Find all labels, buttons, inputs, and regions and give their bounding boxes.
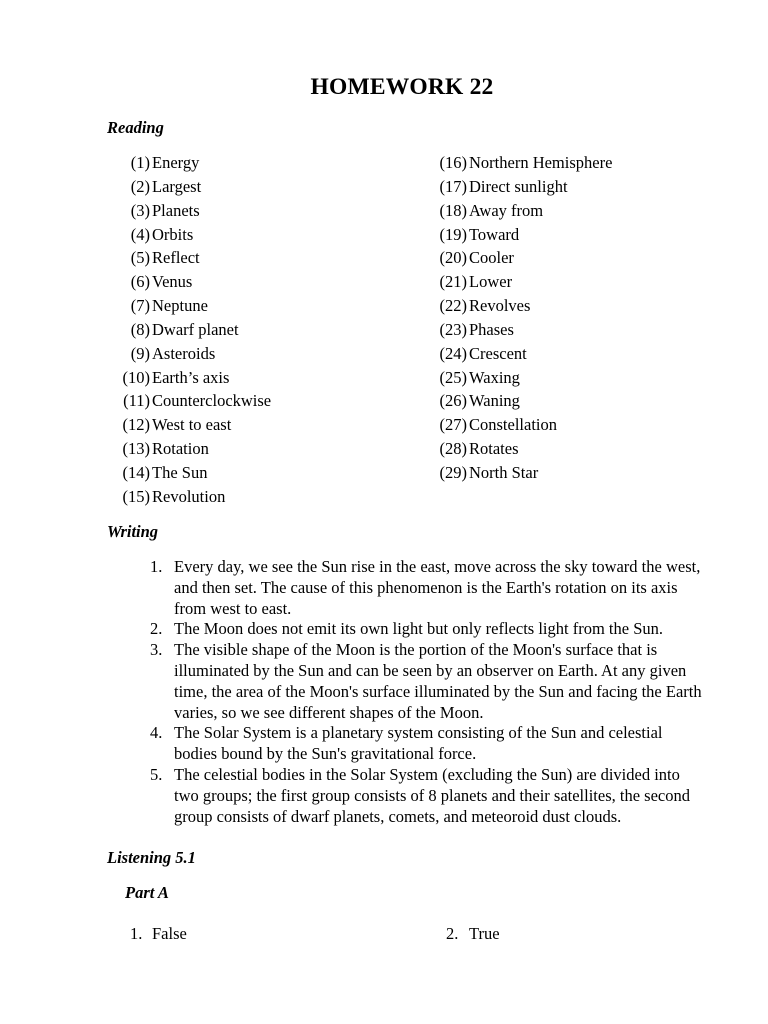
answer-text: Cooler — [469, 248, 514, 268]
answer-text: Venus — [152, 272, 193, 292]
answer-text: Lower — [469, 272, 513, 292]
answer-number: (6) — [130, 272, 150, 292]
reading-answer — [0, 200, 544, 224]
answer-number: (5) — [130, 248, 150, 268]
reading-answer — [0, 319, 514, 343]
answer-text: The Solar System is a planetary system consisting of the Sun and celestial bodies bound by the Sun's gravitational force. — [174, 723, 663, 764]
listening-heading: Listening 5.1 — [107, 848, 196, 867]
answer-number: (27) — [439, 415, 467, 435]
answer-text: Crescent — [469, 343, 527, 363]
reading-answer — [0, 486, 226, 510]
answer-number: (20) — [439, 248, 467, 268]
answer-text: Neptune — [152, 296, 208, 316]
answer-number: (26) — [439, 391, 467, 411]
answer-number: (28) — [439, 439, 467, 459]
part-a-heading: Part A — [125, 883, 169, 902]
answer-number: (14) — [122, 462, 150, 482]
reading-answer — [0, 438, 519, 462]
answer-number: (13) — [122, 439, 150, 459]
reading-answer — [0, 224, 520, 248]
answer-text: Waxing — [469, 367, 520, 387]
writing-answer — [0, 723, 768, 765]
answer-text: Asteroids — [152, 343, 216, 363]
answer-text: Largest — [152, 176, 202, 196]
writing-answer — [0, 640, 768, 723]
reading-answer — [0, 367, 520, 391]
answer-text: Every day, we see the Sun rise in the east, move across the sky toward the west, and then set. The cause of this phenomenon is the Earth's rotation on its axis from west to east. — [174, 557, 701, 618]
answer-text: Toward — [469, 224, 520, 244]
answer-text: False — [152, 924, 187, 943]
reading-answer — [0, 462, 539, 486]
answer-text: Revolution — [152, 486, 226, 506]
answer-number: 2. — [446, 924, 459, 943]
answer-number: (23) — [439, 319, 467, 339]
writing-answer — [0, 765, 768, 827]
answer-text: Energy — [152, 153, 200, 172]
reading-answer — [0, 414, 557, 438]
reading-heading: Reading — [107, 118, 164, 137]
answer-text: True — [469, 924, 500, 943]
answer-number: (11) — [123, 391, 150, 411]
answer-number: (4) — [130, 224, 150, 244]
writing-answer — [0, 557, 768, 619]
reading-answer — [0, 343, 527, 367]
answer-number: 3. — [150, 640, 163, 660]
reading-answer — [0, 390, 520, 414]
answer-number: (7) — [130, 296, 150, 316]
answer-number: (25) — [439, 367, 467, 387]
answer-text: The celestial bodies in the Solar System (excluding the Sun) are divided into two groups; the first group consists of 8 planets and their satellites, the second group consists of dwarf planets, comets, and meteoroid dust clouds. — [174, 764, 690, 826]
answer-number: (3) — [130, 200, 150, 220]
answer-text: The Sun — [152, 462, 208, 482]
answer-text: West to east — [152, 415, 232, 435]
answer-number: (15) — [122, 486, 150, 506]
writing-answers — [0, 557, 768, 827]
answer-number: 2. — [150, 619, 163, 639]
reading-answer — [0, 271, 513, 295]
answer-text: Reflect — [152, 248, 200, 268]
reading-answer — [0, 176, 568, 200]
answer-text: Revolves — [469, 296, 531, 316]
answer-number: (19) — [439, 224, 467, 244]
answer-number: (9) — [130, 343, 150, 363]
part-a-answer-1 — [130, 924, 187, 944]
answer-text: The visible shape of the Moon is the portion of the Moon's surface that is illuminated by the Sun and can be seen by an observer on Earth. At any given time, the area of the Moon's surface illuminated by the Sun and facing the Earth varies, so we see different shapes of the Moon. — [174, 640, 702, 722]
answer-text: Northern Hemisphere — [469, 153, 613, 172]
answer-number: (18) — [439, 200, 467, 220]
listening-answer — [130, 924, 187, 944]
answer-text: Constellation — [469, 415, 557, 435]
answer-text: Orbits — [152, 224, 194, 244]
answer-text: Direct sunlight — [469, 176, 568, 196]
answer-text: Counterclockwise — [152, 391, 272, 411]
answer-number: (10) — [122, 367, 150, 387]
answer-text: Away from — [469, 200, 544, 220]
answer-number: (1) — [130, 153, 150, 172]
answer-number: (17) — [439, 176, 467, 196]
answer-text: Planets — [152, 200, 200, 220]
writing-heading: Writing — [107, 522, 159, 541]
writing-answer — [0, 619, 768, 640]
page-title: HOMEWORK 22 — [310, 74, 494, 100]
answer-text: Dwarf planet — [152, 319, 239, 339]
part-a-answer-2 — [446, 924, 500, 944]
answer-number: 4. — [150, 723, 163, 743]
answer-text: Rotates — [469, 439, 519, 459]
listening-answer — [446, 924, 500, 944]
answer-text: Phases — [469, 319, 514, 339]
answer-text: Waning — [469, 391, 520, 411]
reading-answer — [0, 247, 514, 271]
answer-number: (12) — [122, 415, 150, 435]
answer-number: (8) — [130, 319, 150, 339]
reading-answer — [0, 295, 531, 319]
answer-number: 1. — [150, 557, 163, 576]
answer-text: North Star — [469, 462, 539, 482]
reading-answers-right — [0, 152, 613, 486]
answer-number: (2) — [130, 176, 150, 196]
answer-text: Earth’s axis — [152, 367, 230, 387]
answer-text: The Moon does not emit its own light but only reflects light from the Sun. — [174, 619, 663, 639]
answer-number: 1. — [130, 924, 143, 943]
answer-number: (16) — [439, 153, 467, 172]
answer-text: Rotation — [152, 439, 209, 459]
answer-number: (21) — [439, 272, 467, 292]
answer-number: (24) — [439, 343, 467, 363]
answer-number: 5. — [150, 764, 163, 784]
answer-number: (29) — [439, 462, 467, 482]
reading-answer — [0, 152, 613, 176]
answer-number: (22) — [439, 296, 467, 316]
